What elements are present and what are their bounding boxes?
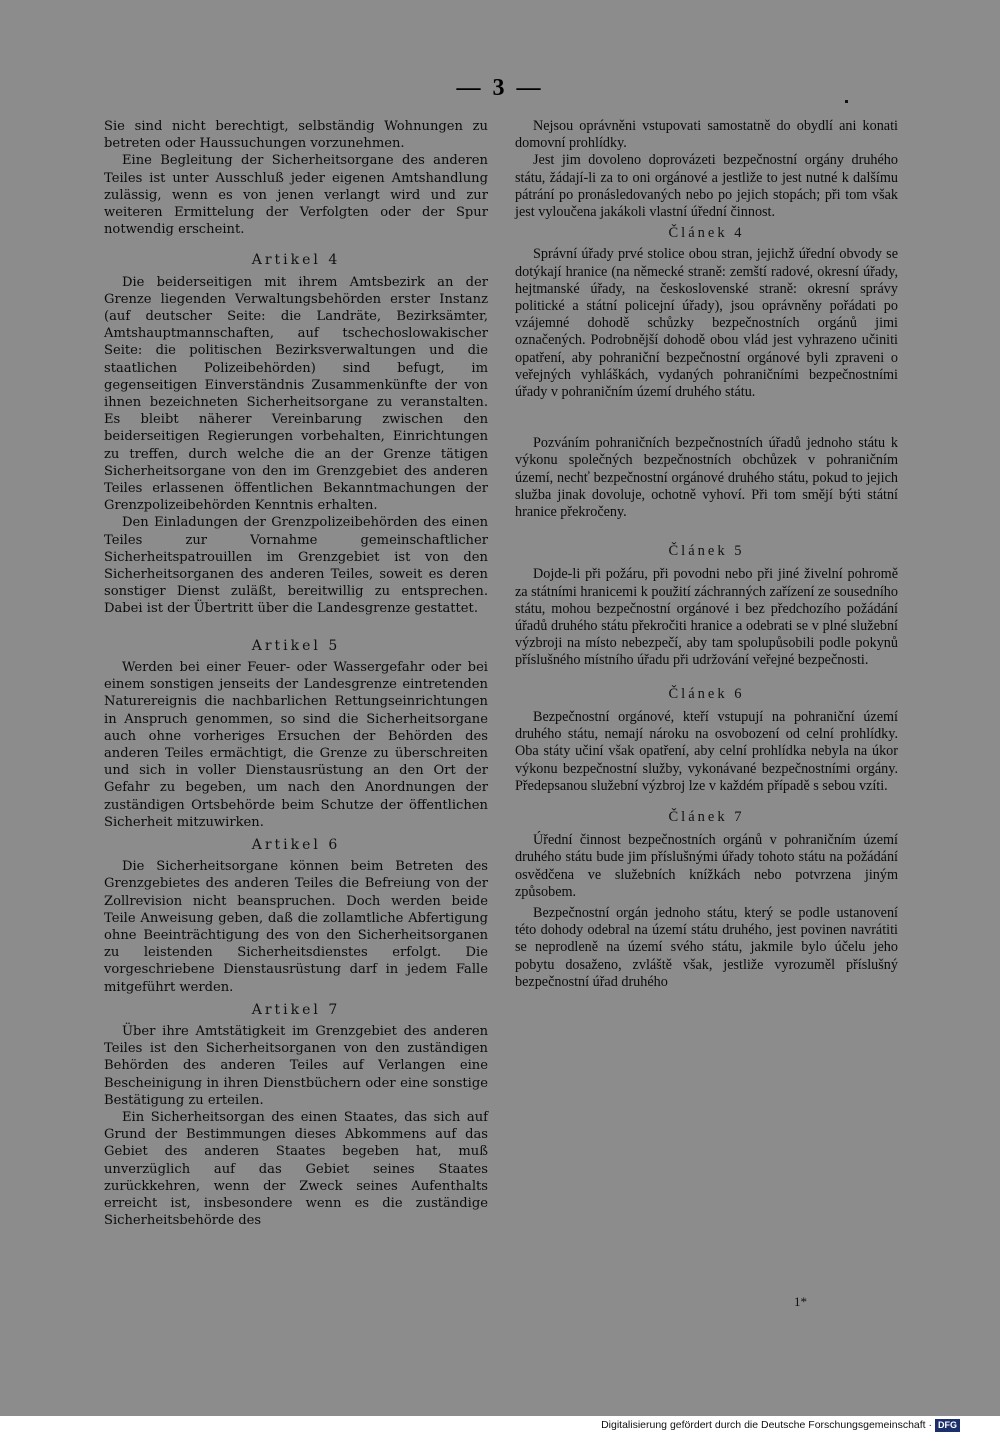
czech-article-4-heading: Článek 4	[668, 225, 745, 242]
german-intro-paragraph: Sie sind nicht berechtigt, selbständig Wohnungen zu betreten oder Haussuchungen vorzunehmen.	[104, 119, 488, 152]
german-column	[104, 118, 488, 1229]
german-article-7-paragraph: Ein Sicherheitsorgan des einen Staates, das sich auf Grund der Bestimmungen dieses Abkommens auf das Gebiet des anderen Staates begeben hat, muß unverzüglich auf das Gebiet seines Staates zurückkehren, wenn der Zweck seines Aufenthalts erreicht ist, insbesondere wenn es die zuständige Sicherheitsbehörde des	[104, 1109, 488, 1229]
czech-article-7-paragraph: Úřední činnost bezpečnostních orgánů v pohraničním území druhého státu bude jim příslušnými úřady tohoto státu na požádání osvědčena ve služebních knížkách nebo potvrzena jiným způsobem.	[515, 832, 898, 900]
czech-article-5-paragraph: Dojde-li při požáru, při povodni nebo při jiné živelní pohromě za státními hranicemi k použití záchranných zařízení ze sousedního státu, mohou bezpečnostní orgánové i bez předchozího požádání úřadů druhého státu překročiti hranice a odebrati se v plné služební výzbroji na místo nebezpečí, aby tam spolupůsobili podle pokynů příslušného místního úřadu při udržování veřejné bezpečnosti.	[515, 566, 898, 669]
german-article-7-paragraph: Über ihre Amtstätigkeit im Grenzgebiet des anderen Teiles ist den Sicherheitsorganen von den zuständigen Behörden des anderen Teiles auf Verlangen eine Bescheinigung in ihren Dienstbüchern oder eine sonstige Bestätigung zu erteilen.	[104, 1023, 488, 1108]
german-article-4-paragraph: Den Einladungen der Grenzpolizeibehörden des einen Teiles zur Vornahme gemeinschaftlicher Sicherheitspatrouillen im Grenzgebiet ist von den Sicherheitsorganen des anderen Teiles, soweit es deren sonstiger Dienst zuläßt, bereitwillig zu entsprechen. Dabei ist der Übertritt über die Landesgrenze gestattet.	[104, 515, 488, 617]
german-article-4-paragraph: Die beiderseitigen mit ihrem Amtsbezirk an der Grenze liegenden Verwaltungsbehörden erster Instanz (auf deutscher Seite: die Landräte, Bezirksämter, Amtshauptmannschaften, auf tschechoslowakischer Seite: die politischen Bezirksverwaltungen und die staatlichen Polizeibehörden) sind befugt, im gegenseitigen Einverständnis Zusammenkünfte der von ihnen bezeichneten Sicherheitsorgane zu veranstalten. Es bleibt näherer Vereinbarung zwischen den beiderseitigen Regierungen vorbehalten, Einrichtungen zu treffen, durch welche die an der Grenze tätigen Sicherheitsorgane von den im Grenzgebiet des anderen Teiles erlassenen öffentlichen Bekanntmachungen der Grenzpolizeibehörden Kenntnis erhalten.	[104, 274, 488, 514]
czech-intro-paragraph: Jest jim dovoleno doprovázeti bezpečnostní orgány druhého státu, žádají-li za to oni orgánové a jestliže to jest nutné k dalšímu pátrání po pronásledovaných nebo po jejich stopách; při tom však jest vyloučena jakákoli vlastní úřední činnost.	[515, 152, 898, 221]
german-article-7-heading: Artikel 7	[251, 1001, 341, 1018]
signature-mark: 1*	[794, 1294, 807, 1309]
czech-intro-paragraph: Nejsou oprávněni vstupovati samostatně do obydlí ani konati domovní prohlídky.	[515, 118, 898, 152]
footer-text: Digitalisierung gefördert durch die Deutsche Forschungsgemeinschaft ·	[601, 1419, 932, 1431]
czech-article-7-heading: Článek 7	[668, 808, 745, 825]
czech-article-7-paragraph: Bezpečnostní orgán jednoho státu, který se podle ustanovení této dohody odebral na území státu druhého, jest povinen navrátiti se neprodleně na území svého státu, jakmile bylo účelu jeho pobytu dosaženo, zvláště však, jestliže vyrozuměl příslušný bezpečnostní úřad druhého	[515, 904, 898, 990]
czech-article-6-heading: Článek 6	[668, 685, 745, 702]
czech-article-4-paragraph: Správní úřady prvé stolice obou stran, jejichž úřední obvody se dotýkají hranice (na německé straně: zemští radové, okresní úřady, hejtmanské úřady, na československé straně: okresní správy politické a státní policejní úřady), jsou oprávněny pořádati po vzájemné dohodě schůzky bezpečnostních orgánů jimi označených. Podrobnější dohodě obou vlád jest vyhrazeno učiniti opatření, aby pohraniční bezpečnostní orgánové byli zpraveni o veřejných vyhláškách, vydaných pohraničními bezpečnostními úřady v pohraničním území druhého státu.	[515, 246, 898, 401]
german-article-5-heading: Artikel 5	[251, 637, 341, 654]
czech-article-6-paragraph: Bezpečnostní orgánové, kteří vstupují na pohraniční území druhého státu, nemají nároku na osvobození od celní prohlídky. Oba státy učiní však opatření, aby celní prohlídka nebyla na úkor výkonu bezpečnostní služby, vykonávané bezpečnostními orgány. Předepsanou služební výzbroj lze v každém případě s sebou vzíti.	[515, 708, 898, 794]
print-mark	[845, 100, 848, 103]
digitization-footer	[601, 1418, 960, 1432]
dfg-logo[interactable]: DFG	[935, 1419, 960, 1432]
page-number: — 3 —	[456, 75, 544, 101]
german-article-5-paragraph: Werden bei einer Feuer- oder Wassergefahr oder bei einem sonstigen jenseits der Landesgrenze eintretenden Naturereignis die nachbarlichen Rettungseinrichtungen in Anspruch genommen, so sind die Sicherheitsorgane auch ohne vorheriges Ersuchen der Behörden des anderen Teiles ermächtigt, die Grenze zu überschreiten und sich in voller Dienstausrüstung an den Ort der Gefahr zu begeben, um nach den Anordnungen der zuständigen Ortsbehörde beim Schutze der öffentlichen Sicherheit mitzuwirken.	[104, 659, 488, 830]
german-article-6-heading: Artikel 6	[251, 836, 341, 853]
german-article-6-paragraph: Die Sicherheitsorgane können beim Betreten des Grenzgebietes des anderen Teiles die Befreiung von der Zollrevision nicht beanspruchen. Doch werden beide Teile Anweisung geben, daß die zollamtliche Abfertigung ohne Beeinträchtigung des von den Sicherheitsorganen zu leistenden Sicherheitsdienstes erfolgt. Die vorgeschriebene Dienstausrüstung darf in jedem Falle mitgeführt werden.	[104, 859, 488, 995]
czech-article-4-paragraph: Pozváním pohraničních bezpečnostních úřadů jednoho státu k výkonu společných bezpečnostních obchůzek v pohraničním území, nechť bezpečnostní orgánové druhého státu, pokud to jejich služba jinak dovoluje, ochotně vyhoví. Při tom smějí býti státní hranice překročeny.	[515, 435, 898, 521]
german-article-4-heading: Artikel 4	[251, 252, 341, 269]
german-intro-paragraph: Eine Begleitung der Sicherheitsorgane des anderen Teiles ist unter Ausschluß jeder eigenen Amtshandlung zulässig, wenn es von jenen verlangt wird und zur weiteren Ermittelung der Verfolgten oder der Spur notwendig erscheint.	[104, 153, 488, 238]
czech-column	[515, 118, 898, 991]
czech-article-5-heading: Článek 5	[668, 543, 745, 560]
